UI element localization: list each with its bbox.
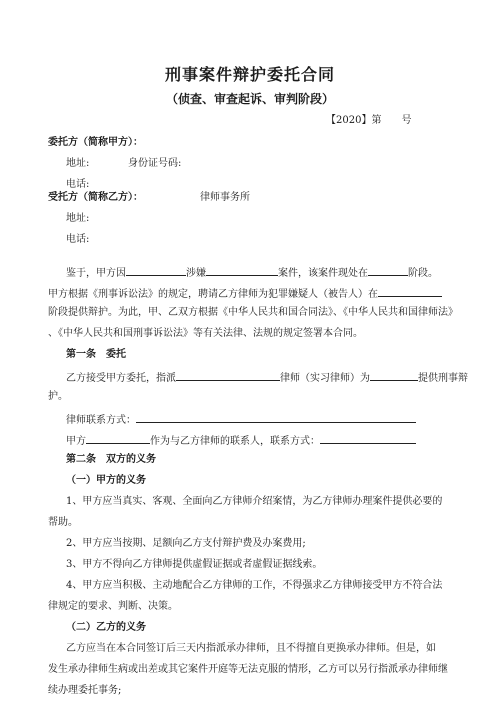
blank-party-a-name [126, 264, 186, 276]
duty-a-3: 3、甲方不得向乙方律师提供虚假证据或者虚假证据线索。 [66, 559, 323, 570]
party-a-address-label: 地址: [66, 158, 90, 169]
party-b-heading: 受托方（简称乙方）： [48, 192, 143, 203]
preamble-line-2: 甲方根据《刑事诉讼法》的规定，聘请乙方律师为犯罪嫌疑人（被告人）在 [48, 285, 442, 302]
party-a-phone-label: 电话: [66, 179, 90, 190]
preamble-line-4: 、《中华人民共和国刑事诉讼法》等有关法律、法规的规定签署本合同。 [48, 328, 363, 339]
duty-b-line-2: 发生承办律师生病或出差或其它案件开庭等无法克服的情形，乙方可以另行指派承办律师继 [48, 664, 448, 675]
article-1-contact-line: 律师联系方式： [66, 411, 416, 428]
blank-lawyer-contact [136, 411, 416, 423]
blank-charge [206, 264, 278, 276]
article-1-line-1: 乙方接受甲方委托，指派 律师（实习律师）为 提供刑事辩 [66, 369, 468, 386]
party-b-phone-label: 电话: [66, 234, 90, 245]
blank-liaison-contact [320, 432, 416, 444]
duty-b-line-1: 乙方应当在本合同签订后三天内指派承办律师，且不得擅自更换承办律师。但是，如 [66, 643, 436, 654]
duty-a-4-line-1: 4、甲方应当积极、主动地配合乙方律师的工作，不得强求乙方律师接受甲方不符合法 [66, 580, 443, 591]
article-1-heading: 第一条 委托 [66, 349, 126, 360]
duty-b-line-3: 续办理委托事务; [48, 685, 122, 696]
contract-number: 【2020】第 号 [326, 115, 412, 126]
article-1-line-4: 甲方 作为与乙方律师的联系人，联系方式： [66, 432, 416, 449]
party-a-id-label: 身份证号码: [128, 158, 182, 169]
duty-a-4-line-2: 律规定的要求、判断、决策。 [48, 601, 178, 612]
article-1-line-2: 护。 [48, 391, 68, 402]
duty-a-1-line-1: 1、甲方应当真实、客观、全面向乙方律师介绍案情，为乙方律师办理案件提供必要的 [66, 496, 443, 507]
duty-a-1-line-2: 帮助。 [48, 517, 78, 528]
article-2-heading: 第二条 双方的义务 [66, 454, 156, 465]
party-b-duties-heading: （二）乙方的义务 [66, 622, 146, 633]
blank-lawyer-name [176, 369, 280, 381]
party-a-duties-heading: （一）甲方的义务 [66, 475, 146, 486]
party-b-firm: 律师事务所 [200, 192, 250, 203]
blank-liaison-name [86, 432, 150, 444]
document-title: 刑事案件辩护委托合同 [164, 65, 335, 84]
document-subtitle: （侦查、审查起诉、审判阶段） [165, 92, 334, 106]
preamble-line-3: 阶段提供辩护。为此，甲、乙双方根据《中华人民共和国合同法》、《中华人民共和国律师法》 [48, 307, 458, 318]
blank-stage [368, 264, 408, 276]
blank-defense-stage [378, 285, 442, 297]
party-b-address-label: 地址: [66, 213, 90, 224]
duty-a-2: 2、甲方应当按期、足额向乙方支付辩护费及办案费用; [66, 538, 306, 549]
preamble-line-1: 鉴于，甲方因 涉嫌 案件，该案件现处在 阶段。 [66, 264, 438, 281]
blank-client-name [370, 369, 418, 381]
party-a-heading: 委托方（简称甲方）： [48, 137, 143, 148]
